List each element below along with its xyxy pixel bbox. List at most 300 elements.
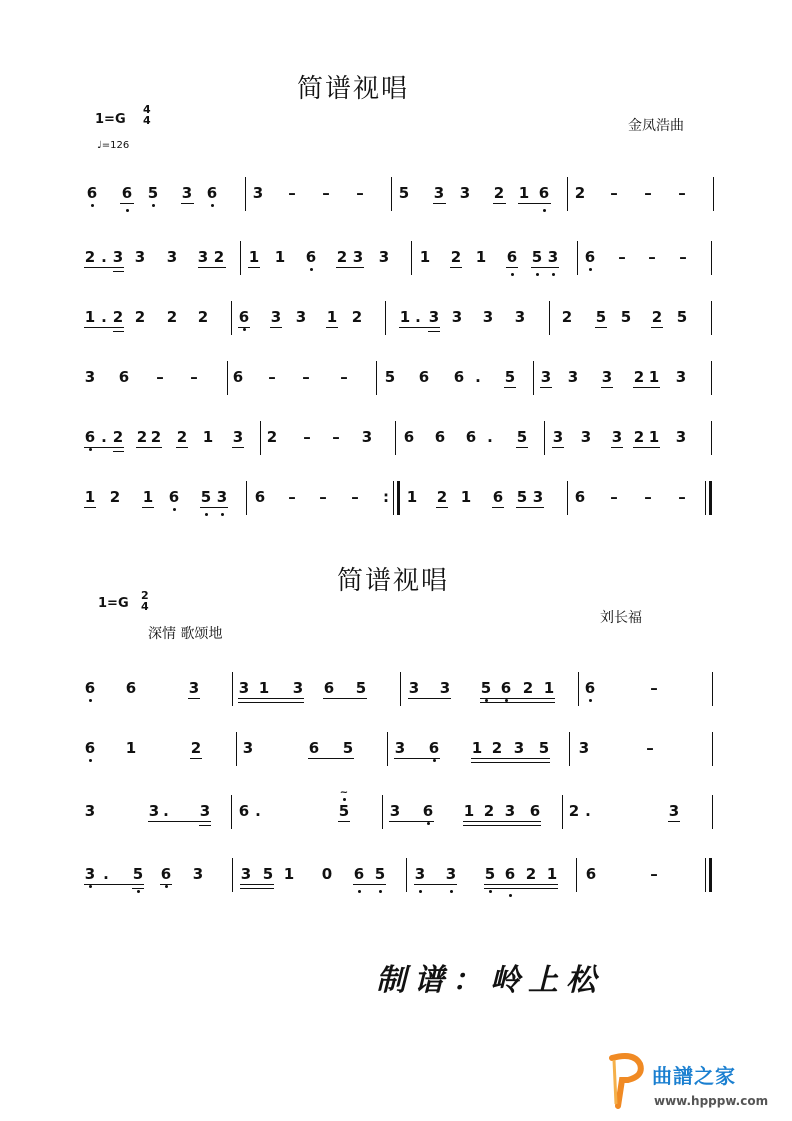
logo-name: 曲譜之家 — [652, 1064, 736, 1088]
section1-tempo: ♩=126 — [97, 140, 130, 151]
note: – — [610, 184, 618, 202]
beam-underline — [484, 884, 558, 885]
note: 2 — [197, 308, 209, 326]
note: 3 — [445, 865, 457, 883]
beam-underline — [552, 447, 564, 448]
note: 6 — [428, 739, 440, 757]
note: 5 — [374, 865, 386, 883]
note: 6 — [506, 248, 518, 266]
beam-underline — [323, 698, 367, 699]
note: 3 — [414, 865, 426, 883]
note: 6 — [238, 308, 250, 326]
note: 3 — [552, 428, 564, 446]
note: 1 — [326, 308, 338, 326]
note: 1 — [283, 865, 295, 883]
beam-underline — [633, 387, 660, 388]
note: – — [288, 184, 296, 202]
octave-dot-below — [419, 890, 422, 893]
beam-underline — [176, 447, 188, 448]
beam-underline — [113, 331, 124, 332]
barline — [232, 858, 233, 892]
note: 6 — [504, 865, 516, 883]
note: 1 — [471, 739, 483, 757]
section2-composer: 刘长福 — [600, 610, 642, 626]
beam-underline — [113, 327, 124, 328]
note: 2 — [633, 368, 645, 386]
note: . — [585, 802, 591, 820]
barline — [549, 301, 550, 335]
note: – — [351, 488, 359, 506]
beam-underline — [132, 888, 144, 889]
beam-underline — [433, 203, 446, 204]
barline — [711, 301, 712, 335]
beam-underline — [113, 451, 124, 452]
beam-underline — [480, 702, 555, 703]
barline — [391, 177, 392, 211]
beam-underline — [353, 884, 386, 885]
note: 1 — [518, 184, 530, 202]
beam-underline — [308, 758, 354, 759]
beam-underline — [326, 327, 338, 328]
octave-dot-below — [89, 448, 92, 451]
note: . — [101, 248, 107, 266]
barline — [712, 672, 713, 706]
note: 6 — [584, 248, 596, 266]
note: 6 — [86, 184, 98, 202]
note: 6 — [305, 248, 317, 266]
octave-dot-below — [358, 890, 361, 893]
note: 6 — [500, 679, 512, 697]
octave-dot-below — [536, 273, 539, 276]
beam-underline — [336, 267, 364, 268]
note: 2 — [651, 308, 663, 326]
note: 5 — [480, 679, 492, 697]
note: 1 — [460, 488, 472, 506]
note: 6 — [84, 739, 96, 757]
note: 3 — [197, 248, 209, 266]
note: 3 — [192, 865, 204, 883]
note: 3 — [238, 679, 250, 697]
note: – — [679, 248, 687, 266]
note: 3 — [112, 248, 124, 266]
beam-underline — [84, 507, 96, 508]
note: 2 — [190, 739, 202, 757]
final-barline — [397, 481, 400, 515]
note: – — [190, 368, 198, 386]
beam-underline — [601, 387, 613, 388]
note: 5 — [355, 679, 367, 697]
section2-time-signature — [141, 590, 149, 612]
note: 3 — [378, 248, 390, 266]
time-bottom: 4 — [141, 600, 149, 613]
note: 3 — [199, 802, 211, 820]
beam-underline — [113, 271, 124, 272]
beam-underline — [136, 447, 162, 448]
note: 3 — [601, 368, 613, 386]
note: 2 — [109, 488, 121, 506]
time-top: 2 — [141, 589, 149, 602]
time-bottom: 4 — [143, 114, 151, 127]
note: 3 — [84, 802, 96, 820]
barline — [236, 732, 237, 766]
beam-underline — [506, 267, 518, 268]
note: 1 — [274, 248, 286, 266]
barline — [406, 858, 407, 892]
note: 5 — [262, 865, 274, 883]
note: 6 — [574, 488, 586, 506]
note: – — [644, 184, 652, 202]
barline — [705, 481, 706, 515]
beam-underline — [238, 327, 250, 328]
section2-title: 简谱视唱 — [337, 566, 450, 596]
beam-underline — [516, 507, 544, 508]
barline — [376, 361, 377, 395]
barline — [411, 241, 412, 275]
note: 1 — [248, 248, 260, 266]
beam-underline — [516, 447, 528, 448]
beam-underline — [463, 825, 541, 826]
note: 2 — [84, 248, 96, 266]
note: 3 — [459, 184, 471, 202]
section1-composer: 金凤浩曲 — [628, 118, 684, 134]
barline — [382, 795, 383, 829]
note: 6 — [160, 865, 172, 883]
beam-underline — [238, 702, 304, 703]
note: 2 — [561, 308, 573, 326]
note: 2 — [436, 488, 448, 506]
beam-underline — [484, 888, 558, 889]
note: – — [322, 184, 330, 202]
note: 5 — [516, 428, 528, 446]
note: 2 — [176, 428, 188, 446]
beam-underline — [240, 888, 274, 889]
note: 2 — [491, 739, 503, 757]
note: – — [156, 368, 164, 386]
note: 1 — [399, 308, 411, 326]
octave-dot-below — [211, 204, 214, 207]
note: 2 — [213, 248, 225, 266]
note: 6 — [308, 739, 320, 757]
beam-underline — [142, 507, 154, 508]
beam-underline — [199, 825, 211, 826]
note: 1 — [543, 679, 555, 697]
note: 3 — [504, 802, 516, 820]
barline — [578, 672, 579, 706]
note: 6 — [323, 679, 335, 697]
beam-underline — [113, 267, 124, 268]
beam-underline — [394, 758, 440, 759]
note: 2 — [336, 248, 348, 266]
beam-underline — [248, 267, 260, 268]
note: . — [101, 308, 107, 326]
note: 3 — [668, 802, 680, 820]
note: 3 — [439, 679, 451, 697]
note: 3 — [394, 739, 406, 757]
note: – — [303, 428, 311, 446]
note: 2 — [112, 308, 124, 326]
barline — [393, 481, 394, 515]
note: 3 — [428, 308, 440, 326]
note: 1 — [475, 248, 487, 266]
note: 3 — [451, 308, 463, 326]
note: 2 — [522, 679, 534, 697]
beam-underline — [492, 507, 504, 508]
note: 3 — [408, 679, 420, 697]
octave-dot-below — [89, 885, 92, 888]
beam-underline — [240, 884, 274, 885]
note: . — [163, 802, 169, 820]
note: – — [678, 184, 686, 202]
note: 3 — [232, 428, 244, 446]
beam-underline — [611, 447, 623, 448]
note: 3 — [84, 865, 96, 883]
beam-underline — [238, 698, 304, 699]
beam-underline — [190, 758, 202, 759]
barline — [232, 672, 233, 706]
beam-underline — [450, 267, 462, 268]
final-barline — [709, 858, 712, 892]
octave-dot-below — [589, 699, 592, 702]
beam-underline — [414, 884, 457, 885]
octave-dot-below — [450, 890, 453, 893]
note: : — [383, 488, 389, 506]
note: 3 — [675, 428, 687, 446]
note: 6 — [584, 679, 596, 697]
octave-dot-below — [126, 209, 129, 212]
barline — [544, 421, 545, 455]
section2-key: 1=G — [98, 596, 129, 611]
octave-dot-below — [205, 513, 208, 516]
barline — [231, 301, 232, 335]
note: . — [487, 428, 493, 446]
beam-underline — [198, 267, 226, 268]
beam-underline — [595, 327, 607, 328]
barline — [567, 177, 568, 211]
barline — [400, 672, 401, 706]
octave-dot-below — [310, 268, 313, 271]
beam-underline — [493, 203, 506, 204]
note: 5 — [676, 308, 688, 326]
note: – — [268, 368, 276, 386]
octave-dot-below — [552, 273, 555, 276]
note: 6 — [465, 428, 477, 446]
barline — [711, 241, 712, 275]
octave-dot-below — [433, 759, 436, 762]
logo-p-icon — [604, 1050, 650, 1110]
note: 1 — [546, 865, 558, 883]
octave-dot-below — [91, 204, 94, 207]
note: 1 — [463, 802, 475, 820]
note: 5 — [504, 368, 516, 386]
note: 5 — [531, 248, 543, 266]
barline — [711, 361, 712, 395]
beam-underline — [633, 447, 660, 448]
barline — [705, 858, 706, 892]
note: 1 — [406, 488, 418, 506]
beam-underline — [120, 203, 134, 204]
note: 6 — [121, 184, 133, 202]
note: . — [475, 368, 481, 386]
beam-underline — [518, 203, 551, 204]
note: 1 — [648, 428, 660, 446]
note: 5 — [484, 865, 496, 883]
note: 2 — [525, 865, 537, 883]
note: 5 — [132, 865, 144, 883]
note: 6 — [422, 802, 434, 820]
octave-dot-below — [589, 268, 592, 271]
note: 2 — [166, 308, 178, 326]
beam-underline — [338, 821, 350, 822]
barline — [562, 795, 563, 829]
note: – — [288, 488, 296, 506]
section1-time-signature — [143, 104, 151, 126]
barline — [387, 732, 388, 766]
barline — [533, 361, 534, 395]
note: 3 — [578, 739, 590, 757]
octave-dot-below — [89, 759, 92, 762]
note: 6 — [125, 679, 137, 697]
beam-underline — [471, 762, 550, 763]
barline — [227, 361, 228, 395]
beam-underline — [389, 821, 434, 822]
note: 2 — [134, 308, 146, 326]
note: . — [101, 428, 107, 446]
note: 1 — [84, 308, 96, 326]
note: 3 — [270, 308, 282, 326]
note: 6 — [453, 368, 465, 386]
beam-underline — [188, 698, 200, 699]
beam-underline — [270, 327, 282, 328]
note: 2 — [136, 428, 148, 446]
beam-underline — [132, 884, 144, 885]
note: 1 — [258, 679, 270, 697]
note: 2 — [633, 428, 645, 446]
note: 2 — [450, 248, 462, 266]
final-barline — [709, 481, 712, 515]
note: 1 — [419, 248, 431, 266]
octave-dot-below — [165, 885, 168, 888]
arranger-signature: 制谱：岭上松 — [376, 963, 604, 998]
barline — [385, 301, 386, 335]
barline — [577, 241, 578, 275]
note: 3 — [540, 368, 552, 386]
note: – — [648, 248, 656, 266]
octave-dot-below — [511, 273, 514, 276]
beam-underline — [436, 507, 448, 508]
note: 3 — [292, 679, 304, 697]
note: 3 — [580, 428, 592, 446]
beam-underline — [408, 698, 451, 699]
octave-dot-below — [543, 209, 546, 212]
note: 6 — [84, 428, 96, 446]
logo-url: www.hpppw.com — [654, 1094, 769, 1108]
note: – — [650, 865, 658, 883]
barline — [569, 732, 570, 766]
octave-dot-below — [509, 894, 512, 897]
note: 6 — [168, 488, 180, 506]
note: – — [650, 679, 658, 697]
octave-dot-below — [89, 699, 92, 702]
octave-dot-below — [379, 890, 382, 893]
note: – — [646, 739, 654, 757]
octave-dot-below — [243, 328, 246, 331]
note: 6 — [206, 184, 218, 202]
note: 2 — [266, 428, 278, 446]
note: 3 — [532, 488, 544, 506]
note: . — [415, 308, 421, 326]
time-top: 4 — [143, 103, 151, 116]
note: 6 — [529, 802, 541, 820]
note: 3 — [166, 248, 178, 266]
octave-dot-below — [152, 204, 155, 207]
note: 3 — [181, 184, 193, 202]
barline — [712, 732, 713, 766]
beam-underline — [232, 447, 244, 448]
note: 1 — [125, 739, 137, 757]
note: 3 — [216, 488, 228, 506]
barline — [713, 177, 714, 211]
note: 3 — [352, 248, 364, 266]
note: 0 — [321, 865, 333, 883]
note: – — [678, 488, 686, 506]
beam-underline — [200, 507, 228, 508]
note: 6 — [254, 488, 266, 506]
note: 3 — [188, 679, 200, 697]
note: 6 — [585, 865, 597, 883]
note: 5 — [147, 184, 159, 202]
note: 5 — [398, 184, 410, 202]
note: 3 — [242, 739, 254, 757]
note: 6 — [418, 368, 430, 386]
beam-underline — [471, 758, 550, 759]
note: 3 — [513, 739, 525, 757]
note: 3 — [148, 802, 160, 820]
note: 3 — [295, 308, 307, 326]
site-logo — [604, 1050, 792, 1120]
note: 1 — [142, 488, 154, 506]
note: 1 — [84, 488, 96, 506]
note: 6 — [238, 802, 250, 820]
note: 6 — [538, 184, 550, 202]
barline — [231, 795, 232, 829]
beam-underline — [651, 327, 663, 328]
barline — [576, 858, 577, 892]
note: – — [618, 248, 626, 266]
beam-underline — [181, 203, 194, 204]
note: 2 — [568, 802, 580, 820]
note: 2 — [574, 184, 586, 202]
section2-expression: 深情 歌颂地 — [148, 626, 223, 642]
barline — [246, 481, 247, 515]
barline — [712, 795, 713, 829]
note: – — [644, 488, 652, 506]
note: – — [302, 368, 310, 386]
note: 6 — [84, 679, 96, 697]
barline — [240, 241, 241, 275]
note: 5 — [200, 488, 212, 506]
octave-dot-below — [173, 508, 176, 511]
note: 6 — [492, 488, 504, 506]
section1-title: 简谱视唱 — [297, 74, 410, 104]
note: 1 — [648, 368, 660, 386]
note: 3 — [252, 184, 264, 202]
note: . — [255, 802, 261, 820]
note: 5 — [595, 308, 607, 326]
octave-dot-below — [489, 890, 492, 893]
note: 3 — [567, 368, 579, 386]
section1-key: 1=G — [95, 112, 126, 127]
note: – — [319, 488, 327, 506]
